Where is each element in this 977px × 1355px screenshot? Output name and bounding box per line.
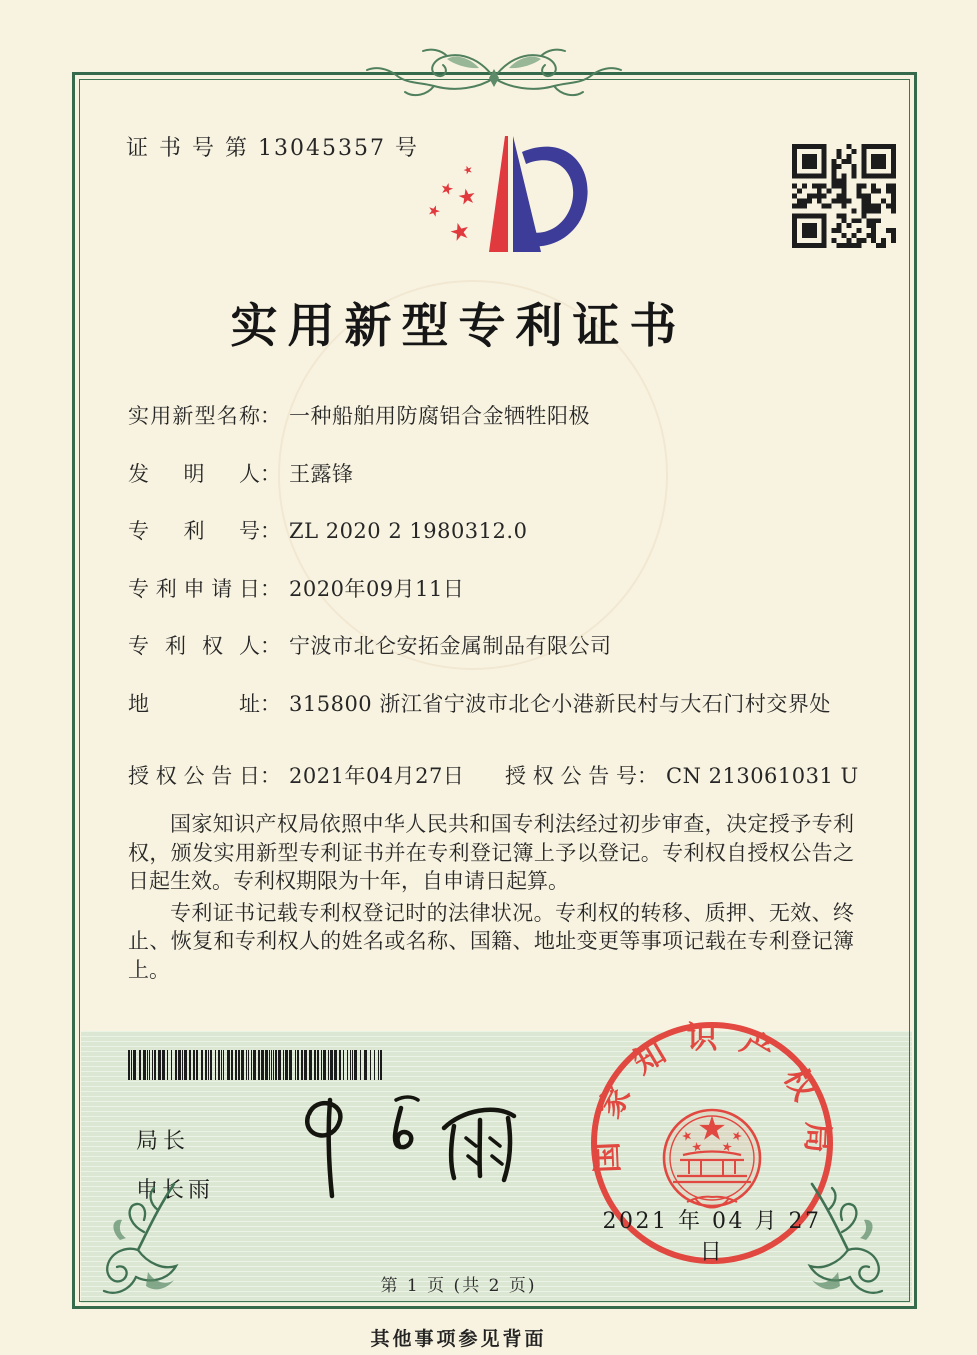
page-number: 第 1 页 (共 2 页) [380, 1276, 537, 1296]
director-title: 局长 [136, 1129, 191, 1154]
legal-paragraph: 国家知识产权局依照中华人民共和国专利法经过初步审查，决定授予专利权，颁发实用新型专利证书并在专利登记簿上予以登记。专利权自授权公告之日起生效。专利权期限为十年，自申请日起算。 [128, 812, 854, 893]
flourish-top-icon [349, 42, 639, 106]
legal-text [128, 810, 854, 984]
field-label: 专利权人 [128, 634, 260, 658]
field-value: 2020年09月11日 [289, 576, 465, 601]
seal-date: 2021 年 04 月 27 日 [602, 1209, 822, 1265]
field-row [128, 519, 868, 543]
grant-date-label: 授权公告日 [128, 764, 260, 788]
director-block [136, 1124, 214, 1204]
field-row [128, 462, 868, 486]
footer-note: 其他事项参见背面 [370, 1328, 547, 1350]
field-value: 王露锋 [289, 461, 354, 486]
director-name: 申长雨 [136, 1178, 215, 1203]
fields [128, 404, 868, 749]
field-label: 专利号 [128, 519, 260, 543]
legal-paragraph: 专利证书记载专利权登记时的法律状况。专利权的转移、质押、无效、终止、恢复和专利权人的姓名或名称、国籍、地址变更等事项记载在专利登记簿上。 [128, 900, 854, 982]
field-label: 实用新型名称 [128, 404, 260, 428]
field-colon: ： [260, 764, 281, 788]
seal-text: 国家知识产权局 [588, 1020, 836, 1174]
field-label: 专利申请日 [128, 576, 260, 601]
field-row [128, 634, 868, 658]
barcode [128, 1050, 390, 1080]
field-row [128, 692, 868, 716]
field-row [128, 577, 868, 601]
field-value: 宁波市北仑安拓金属制品有限公司 [289, 634, 612, 658]
grant-number-value: CN 213061031 U [666, 764, 859, 788]
field-colon: ： [260, 404, 281, 428]
field-colon: ： [260, 519, 281, 543]
cnipa-logo-icon [418, 130, 593, 260]
field-label: 地址 [128, 691, 260, 716]
field-row [128, 404, 868, 428]
certificate-number: 证 书 号 第 13045357 号 [126, 136, 419, 161]
qr-code [792, 144, 896, 248]
grant-row [128, 764, 859, 788]
field-colon: ： [260, 576, 281, 601]
field-colon: ： [260, 691, 281, 716]
director-signature [292, 1086, 522, 1204]
certificate-title: 实用新型专利证书 [230, 299, 687, 354]
field-colon: ： [260, 461, 281, 486]
field-colon: ： [260, 634, 281, 658]
grant-number-group [505, 764, 859, 788]
field-label: 发明人 [128, 461, 260, 486]
field-value: ZL 2020 2 1980312.0 [289, 519, 528, 543]
field-colon: ： [637, 764, 658, 788]
national-emblem-icon [664, 1110, 760, 1207]
grant-date-group [128, 764, 464, 788]
grant-number-label: 授权公告号 [505, 764, 637, 788]
grant-date-value: 2021年04月27日 [289, 764, 465, 788]
field-value: 315800 浙江省宁波市北仑小港新民村与大石门村交界处 [289, 691, 831, 716]
field-value: 一种船舶用防腐铝合金牺牲阳极 [289, 404, 590, 428]
